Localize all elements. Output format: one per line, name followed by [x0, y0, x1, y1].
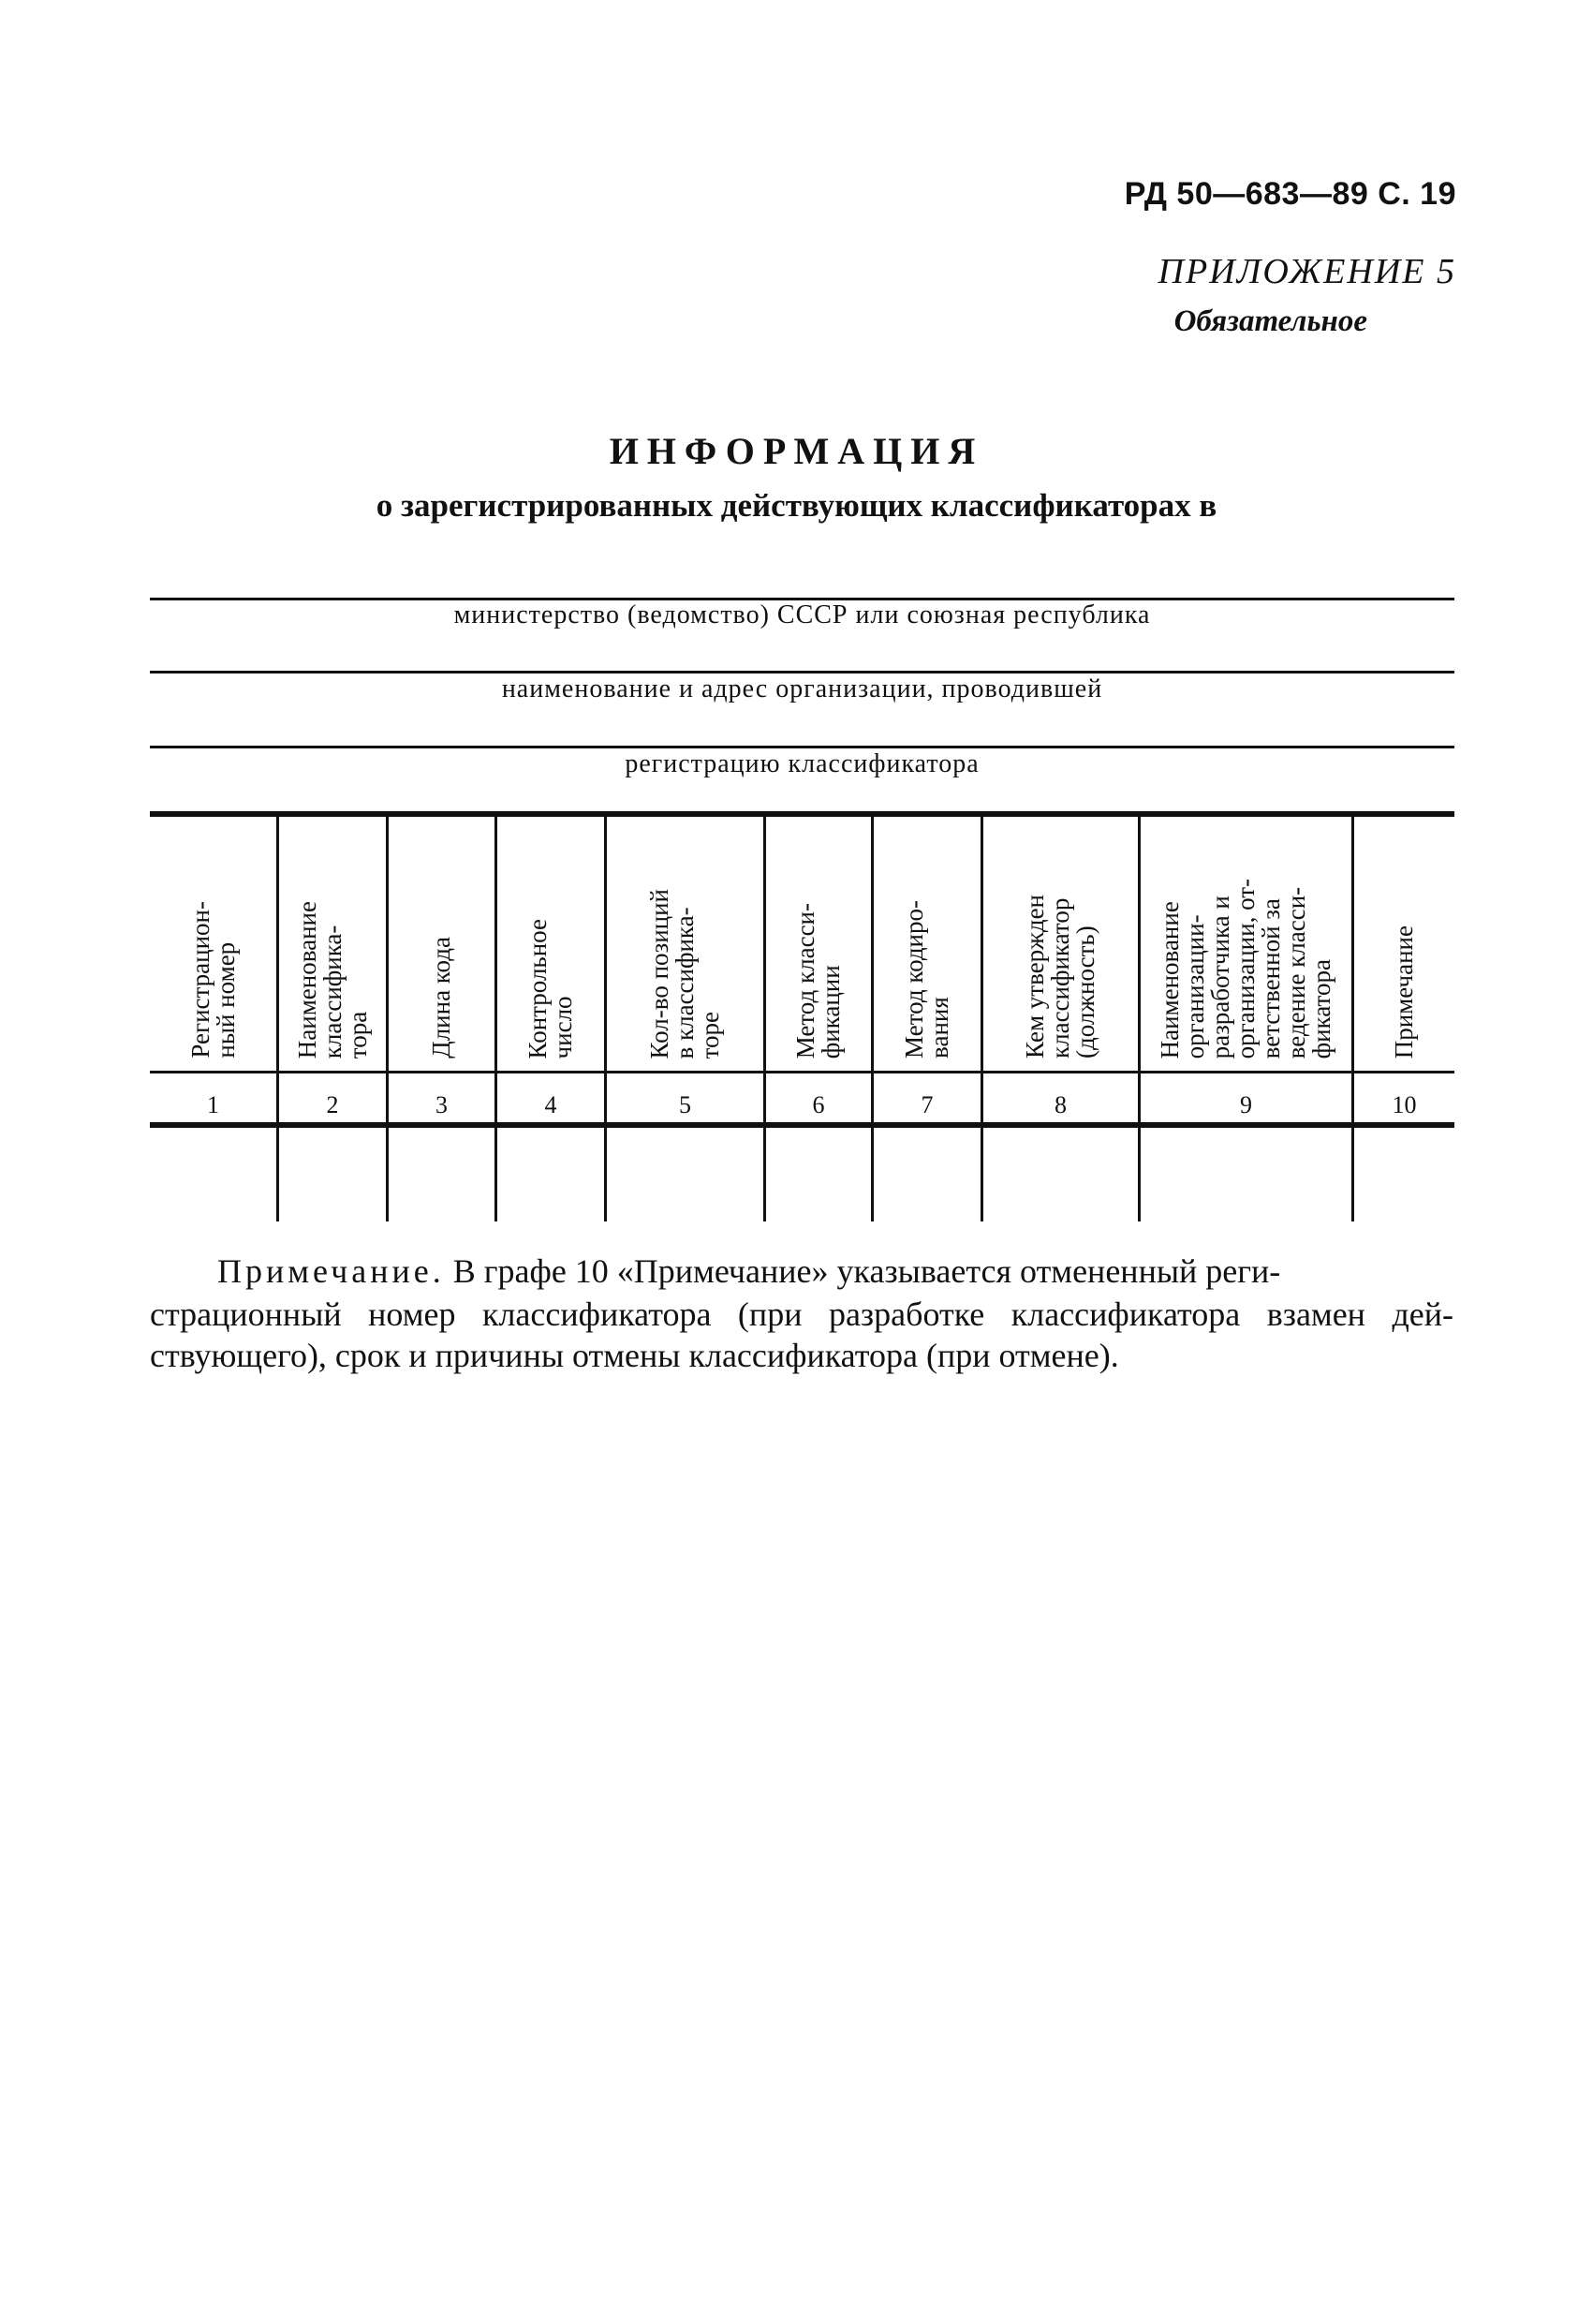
table-top-border — [150, 811, 1454, 817]
caption-organization: наименование и адрес организации, проводившей — [501, 674, 1103, 703]
column-divider — [1138, 1128, 1141, 1221]
column-header-code-length — [389, 824, 494, 1058]
note-lead: Примечание. — [217, 1252, 445, 1290]
fill-line-organization — [150, 671, 1454, 674]
table-header-divider — [150, 1071, 1454, 1073]
column-header-text: Метод класси- фикации — [791, 902, 845, 1058]
column-divider — [981, 1128, 983, 1221]
column-header-text: Примечание — [1390, 925, 1418, 1058]
column-header-approved-by — [983, 824, 1138, 1058]
column-number: 10 — [1392, 1091, 1417, 1118]
column-header-developer-organization — [1141, 824, 1351, 1058]
column-header-registration-number — [150, 824, 276, 1058]
column-header-text: Метод кодиро- вания — [900, 900, 953, 1058]
column-header-classification-method — [766, 824, 871, 1058]
column-divider — [494, 1128, 497, 1221]
column-header-text: Кол-во позиций в классифика- торе — [645, 888, 724, 1058]
column-divider — [1351, 1128, 1354, 1221]
column-divider — [763, 1128, 766, 1221]
column-header-text: Регистрацион- ный номер — [185, 901, 240, 1058]
column-number: 4 — [544, 1091, 557, 1118]
caption-registration: регистрацию классификатора — [625, 749, 980, 778]
column-header-check-number — [497, 824, 604, 1058]
appendix-label: ПРИЛОЖЕНИЕ 5 — [1158, 252, 1456, 291]
column-number: 5 — [679, 1091, 691, 1118]
column-number: 8 — [1055, 1091, 1067, 1118]
column-number: 7 — [921, 1091, 934, 1118]
column-header-text: Длина кода — [427, 937, 455, 1058]
column-divider — [276, 1128, 279, 1221]
column-number: 9 — [1240, 1091, 1252, 1118]
column-header-text: Наименование классифика- тора — [292, 900, 372, 1058]
column-header-classifier-name — [279, 824, 386, 1058]
table-numbers-divider — [150, 1122, 1454, 1128]
fill-line-registration — [150, 746, 1454, 748]
page-subtitle: о зарегистрированных действующих классификаторах в — [376, 487, 1217, 524]
column-header-text: Наименование организации- разработчика и организации, от- ветственной за ведение класси- фикатора — [1156, 878, 1335, 1058]
column-divider — [871, 1128, 874, 1221]
column-number: 3 — [435, 1091, 448, 1118]
column-header-coding-method — [874, 824, 981, 1058]
note-line-3: ствующего), срок и причины отмены классификатора (при отмене). — [150, 1337, 1119, 1374]
column-header-text: Кем утвержден классификатор (должность) — [1021, 895, 1099, 1058]
column-number: 1 — [207, 1091, 219, 1118]
column-header-position-count — [607, 824, 763, 1058]
column-header-note — [1354, 824, 1454, 1058]
column-number: 6 — [812, 1091, 825, 1118]
note-paragraph — [217, 1251, 1453, 1292]
note-line-2: страционный номер классификатора (при разработке классификатора взамен дей- — [150, 1295, 1453, 1333]
column-number: 2 — [326, 1091, 339, 1118]
document-reference: РД 50—683—89 С. 19 — [1124, 176, 1456, 212]
column-divider — [604, 1128, 607, 1221]
column-header-text: Контрольное число — [524, 918, 577, 1058]
page-title: ИНФОРМАЦИЯ — [609, 430, 984, 472]
note-line-1: В графе 10 «Примечание» указывается отмененный реги- — [444, 1252, 1281, 1290]
caption-ministry: министерство (ведомство) СССР или союзная республика — [453, 600, 1151, 629]
mandatory-label: Обязательное — [1173, 304, 1367, 338]
column-divider — [386, 1128, 389, 1221]
